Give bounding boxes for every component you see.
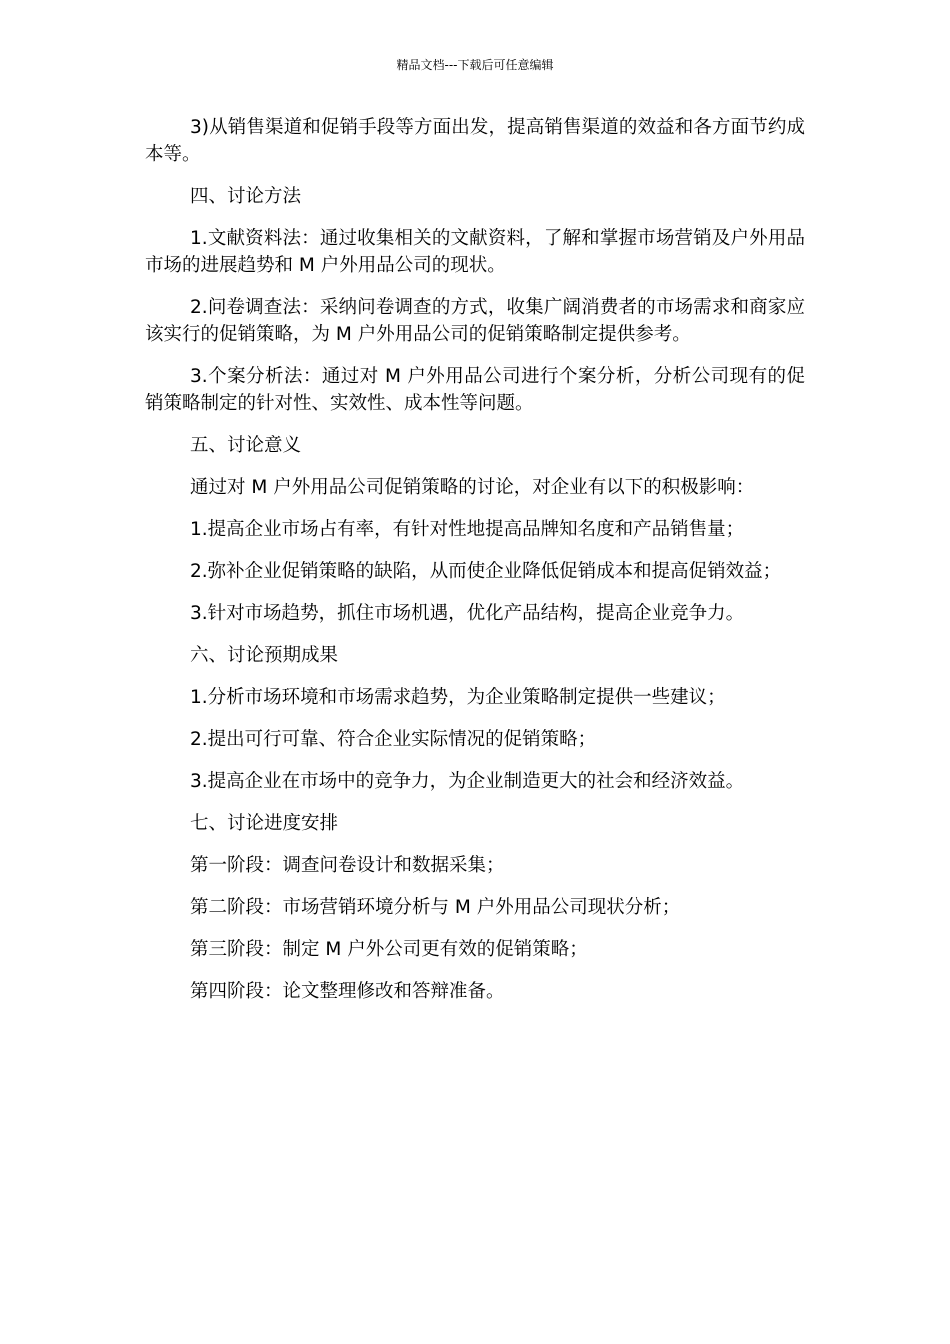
paragraph-case-method: 3.个案分析法：通过对 M 户外用品公司进行个案分析，分析公司现有的促销策略制定的针对性、实效性、成本性等问题。 (145, 366, 805, 414)
paragraph-stage-3: 第三阶段：制定 M 户外公司更有效的促销策略； (190, 939, 588, 960)
paragraph-significance-intro: 通过对 M 户外用品公司促销策略的讨论，对企业有以下的积极影响： (190, 477, 755, 498)
paragraph-stage-1: 第一阶段：调查问卷设计和数据采集； (190, 855, 505, 876)
paragraph-outcome-1: 1.分析市场环境和市场需求趋势，为企业策略制定提供一些建议； (190, 687, 726, 708)
paragraph-significance-3: 3.针对市场趋势，抓住市场机遇，优化产品结构，提高企业竞争力。 (190, 603, 745, 624)
page-header: 精品文档---下载后可任意编辑 (396, 58, 554, 72)
paragraph-outcome-2: 2.提出可行可靠、符合企业实际情况的促销策略； (190, 729, 597, 750)
paragraph-significance-2: 2.弥补企业促销策略的缺陷，从而使企业降低促销成本和提高促销效益； (190, 561, 782, 582)
paragraph-stage-4: 第四阶段：论文整理修改和答辩准备。 (190, 981, 505, 1002)
section-heading-methods: 四、讨论方法 (190, 186, 302, 207)
paragraph-stage-2: 第二阶段：市场营销环境分析与 M 户外用品公司现状分析； (190, 897, 681, 918)
section-heading-schedule: 七、讨论进度安排 (190, 813, 339, 834)
document-body (145, 114, 805, 1020)
paragraph-significance-1: 1.提高企业市场占有率，有针对性地提高品牌知名度和产品销售量； (190, 519, 745, 540)
paragraph-outcome-3: 3.提高企业在市场中的竞争力，为企业制造更大的社会和经济效益。 (190, 771, 745, 792)
paragraph-literature-method: 1.文献资料法：通过收集相关的文献资料，了解和掌握市场营销及户外用品市场的进展趋势和 M 户外用品公司的现状。 (145, 228, 805, 276)
paragraph-sales-channel: 3)从销售渠道和促销手段等方面出发，提高销售渠道的效益和各方面节约成本等。 (145, 117, 805, 165)
section-heading-significance: 五、讨论意义 (190, 435, 302, 456)
section-heading-outcomes: 六、讨论预期成果 (190, 645, 339, 666)
paragraph-survey-method: 2.问卷调查法：采纳问卷调查的方式，收集广阔消费者的市场需求和商家应该实行的促销策略，为 M 户外用品公司的促销策略制定提供参考。 (145, 297, 805, 345)
